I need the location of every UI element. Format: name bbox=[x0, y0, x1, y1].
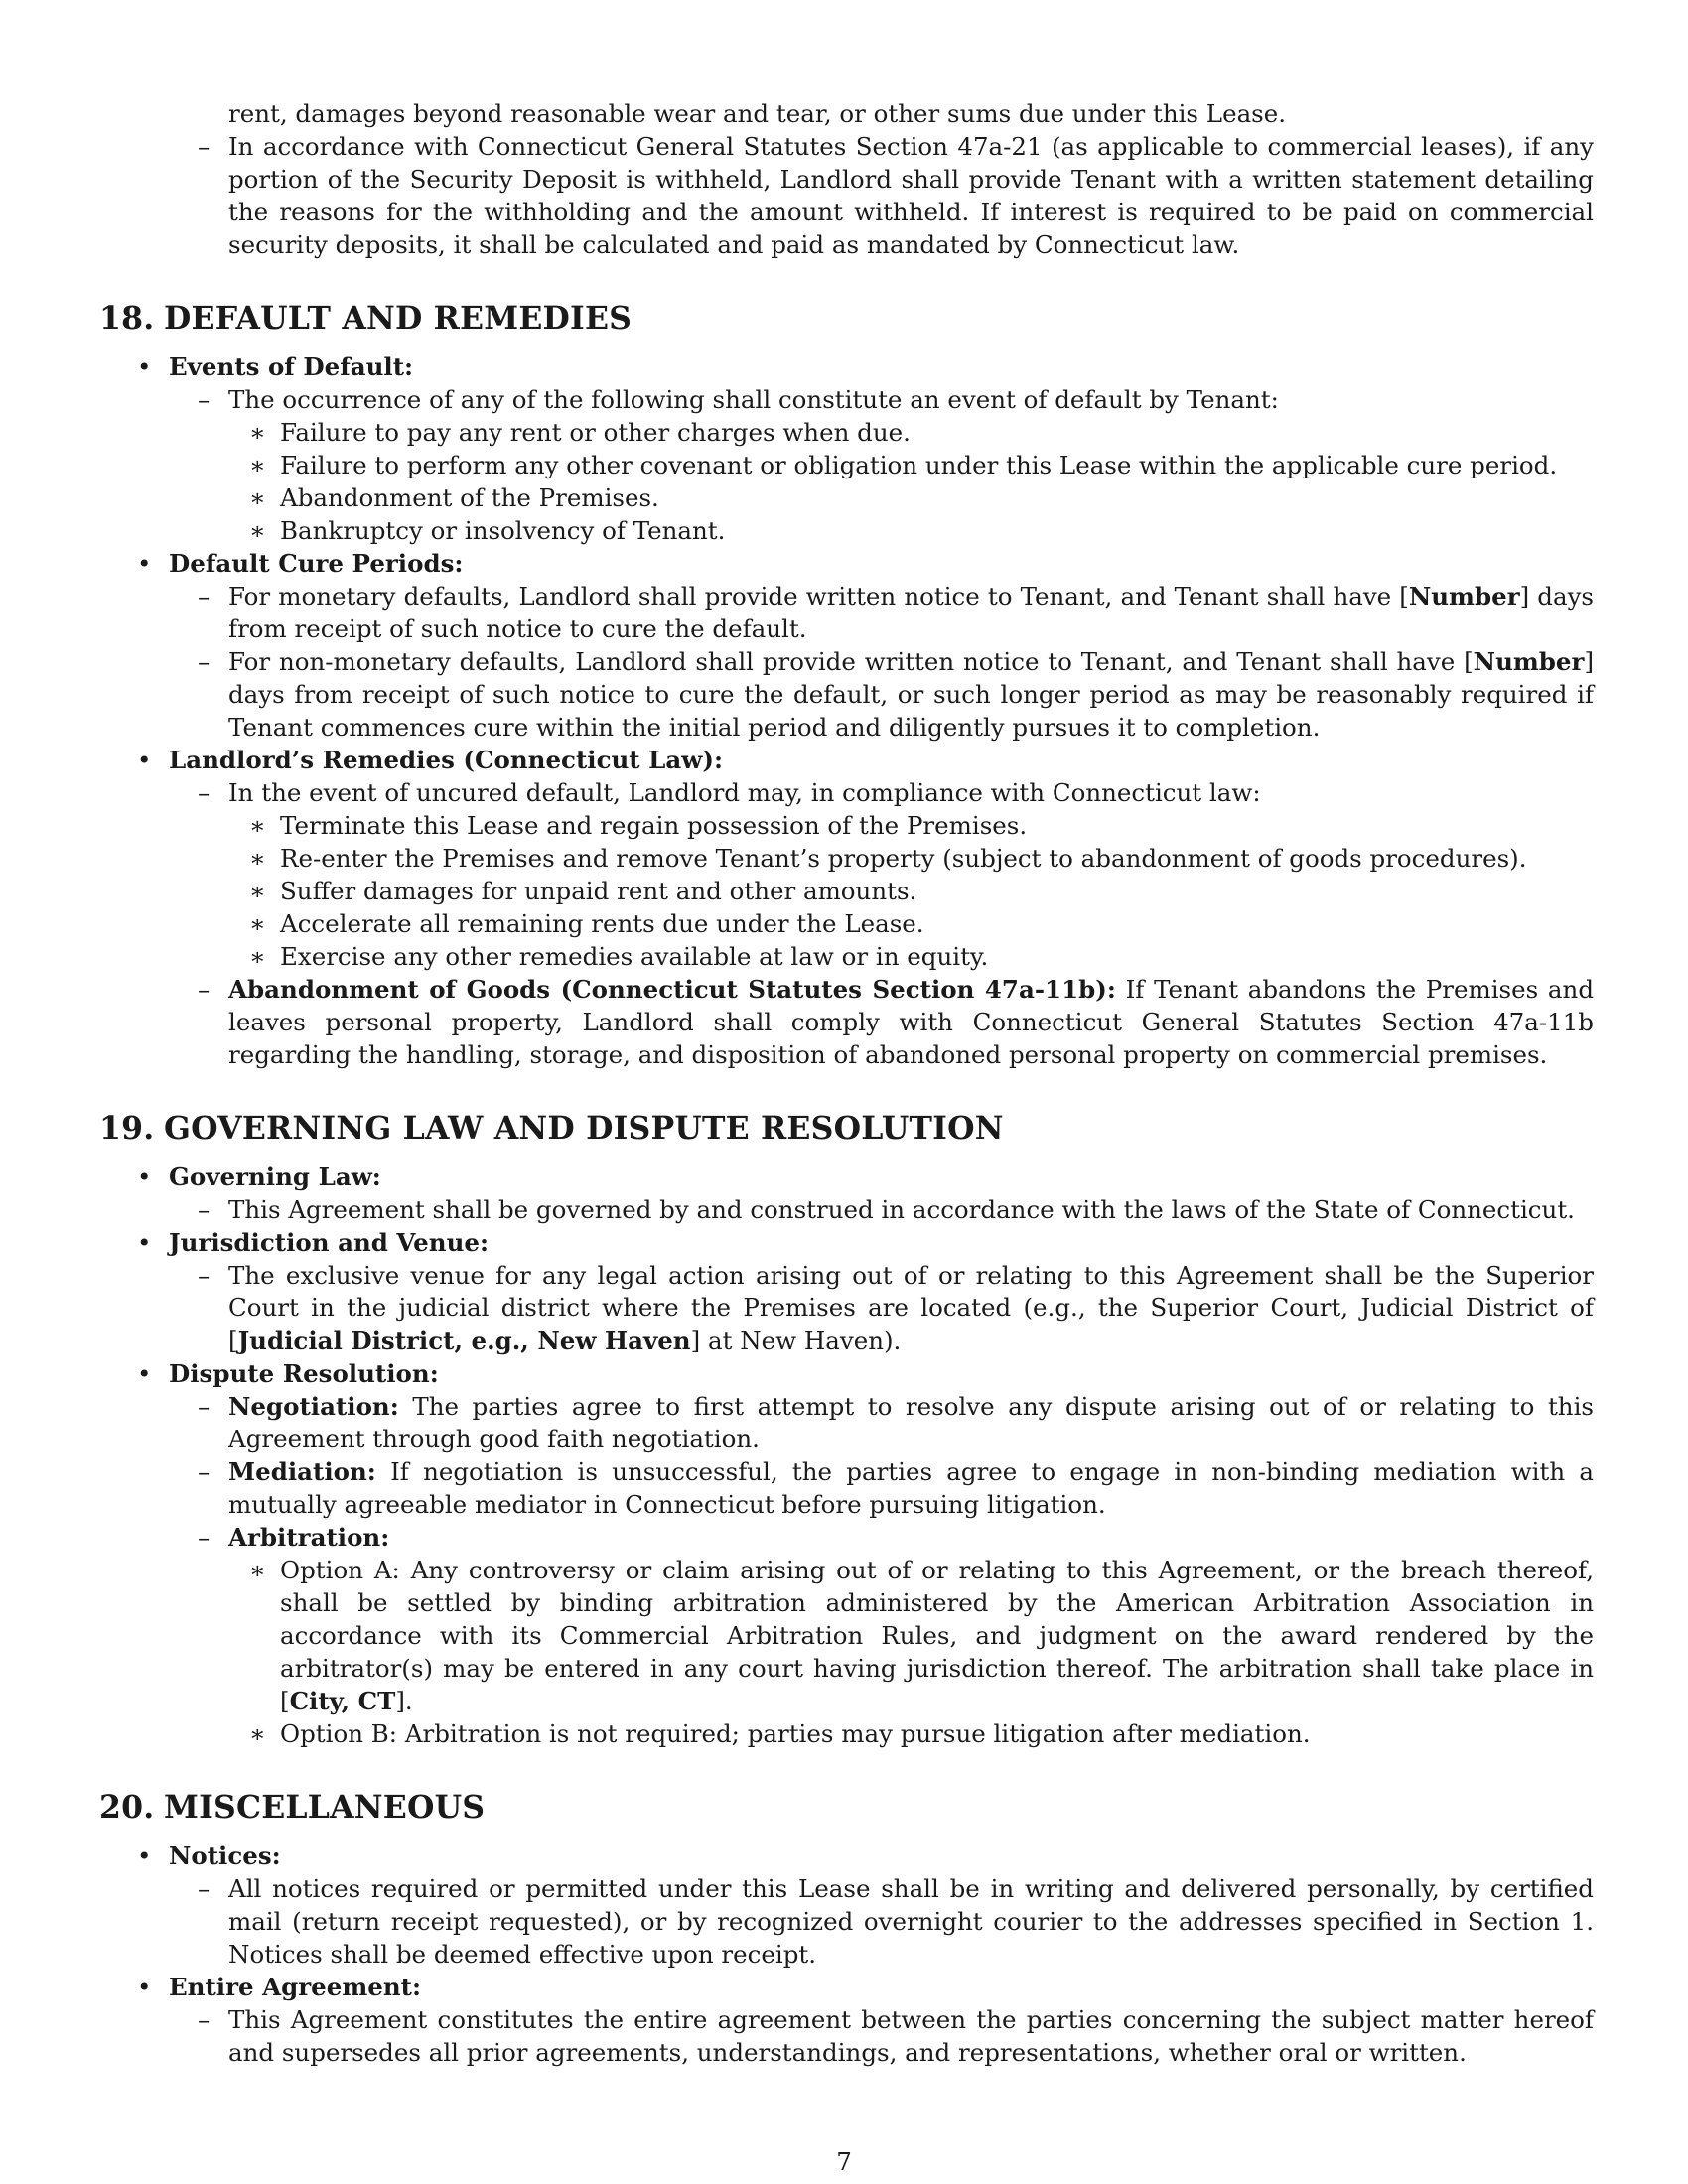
sub-list-item-text: Failure to perform any other covenant or obligation under this Lease within the applicable cure period. bbox=[280, 451, 1558, 479]
placeholder-text: Judicial District, e.g., New Haven bbox=[237, 1326, 691, 1355]
list-item bbox=[99, 645, 1594, 744]
dash-marker: – bbox=[198, 975, 211, 1004]
sub-list-item bbox=[99, 481, 1594, 514]
star-marker: ∗ bbox=[249, 1556, 266, 1584]
list-item-label: Abandonment of Goods (Connecticut Statutes Section 47a-11b): bbox=[228, 975, 1116, 1004]
sub-list-item-text: Terminate this Lease and regain possession of the Premises. bbox=[280, 811, 1028, 840]
list-item-text: If negotiation is unsuccessful, the parties agree to engage in non-binding mediation with a mutually agreeable mediator in Connecticut before pursuing litigation. bbox=[228, 1457, 1594, 1519]
sub-list-item bbox=[99, 907, 1594, 940]
placeholder-text: Number bbox=[1473, 647, 1585, 676]
section-title: MISCELLANEOUS bbox=[164, 1789, 486, 1826]
section-heading-20 bbox=[99, 1788, 1594, 1828]
sub-list-item-text: Option B: Arbitration is not required; parties may pursue litigation after mediation. bbox=[280, 1719, 1311, 1748]
bullet-item bbox=[99, 744, 1594, 776]
bullet-item bbox=[99, 350, 1594, 383]
star-marker: ∗ bbox=[249, 451, 266, 479]
sub-list-item bbox=[99, 1717, 1594, 1750]
section-title: DEFAULT AND REMEDIES bbox=[164, 300, 633, 337]
section-heading-18 bbox=[99, 299, 1594, 339]
sub-list-item-text: Exercise any other remedies available at law or in equity. bbox=[280, 942, 989, 971]
list-item-label: Mediation: bbox=[228, 1457, 376, 1486]
sub-list-item-text: ]. bbox=[395, 1687, 413, 1715]
list-item bbox=[99, 1259, 1594, 1357]
section-number: 18. bbox=[99, 300, 155, 337]
list-item-text: In accordance with Connecticut General Statutes Section 47a-21 (as applicable to commercial leases), if any portion of the Security Deposit is withheld, Landlord shall provide Tenant with a written statement detailing the reasons for the withholding and the amount withheld. If interest is required to be paid on commercial security deposits, it shall be calculated and paid as mandated by Connecticut law. bbox=[228, 132, 1594, 259]
bullet-label: Jurisdiction and Venue: bbox=[169, 1228, 490, 1257]
section-number: 19. bbox=[99, 1110, 155, 1147]
sub-list-item bbox=[99, 842, 1594, 875]
list-item-text: All notices required or permitted under this Lease shall be in writing and delivered personally, by certified mail (return receipt requested), or by recognized overnight courier to the addresses specified in Section 1. Notices shall be deemed effective upon receipt. bbox=[228, 1874, 1594, 1969]
list-item bbox=[99, 1872, 1594, 1971]
star-marker: ∗ bbox=[249, 811, 266, 840]
bullet-label: Events of Default: bbox=[169, 352, 414, 381]
list-item bbox=[99, 383, 1594, 416]
sub-list-item bbox=[99, 514, 1594, 547]
star-marker: ∗ bbox=[249, 942, 266, 971]
star-marker: ∗ bbox=[249, 418, 266, 447]
bullet-label: Notices: bbox=[169, 1842, 281, 1870]
dash-marker: – bbox=[198, 1195, 211, 1224]
list-item bbox=[99, 776, 1594, 809]
list-item-label: Arbitration: bbox=[228, 1523, 390, 1552]
placeholder-text: City, CT bbox=[289, 1687, 396, 1715]
sub-list-item bbox=[99, 875, 1594, 907]
sub-list-item-text: Suffer damages for unpaid rent and other amounts. bbox=[280, 877, 917, 905]
bullet-item bbox=[99, 1840, 1594, 1872]
bullet-label: Entire Agreement: bbox=[169, 1973, 422, 2001]
bullet-item bbox=[99, 1160, 1594, 1193]
section-number: 20. bbox=[99, 1789, 155, 1826]
dash-marker: – bbox=[198, 1457, 211, 1486]
bullet-label: Default Cure Periods: bbox=[169, 549, 464, 578]
list-item-text: This Agreement shall be governed by and construed in accordance with the laws of the State of Connecticut. bbox=[228, 1195, 1575, 1224]
dash-marker: – bbox=[198, 778, 211, 807]
star-marker: ∗ bbox=[249, 483, 266, 512]
list-item-text: ] at New Haven). bbox=[690, 1326, 902, 1355]
list-item bbox=[99, 580, 1594, 645]
dash-marker: – bbox=[198, 1523, 211, 1552]
placeholder-text: Number bbox=[1408, 582, 1520, 611]
dash-marker: – bbox=[198, 1874, 211, 1903]
list-item bbox=[99, 1455, 1594, 1521]
sub-list-item-text: Option A: Any controversy or claim arising out of or relating to this Agreement, or the breach thereof, shall be settled by binding arbitration administered by the American Arbitration Association in accordance with its Commercial Arbitration Rules, and judgment on the award rendered by the arbitrator(s) may be entered in any court having jurisdiction thereof. The arbitration shall take place in [ bbox=[280, 1556, 1594, 1715]
sub-list-item-text: Bankruptcy or insolvency of Tenant. bbox=[280, 516, 726, 545]
bullet-marker: • bbox=[137, 746, 152, 774]
bullet-item bbox=[99, 547, 1594, 580]
sub-list-item-text: Failure to pay any rent or other charges when due. bbox=[280, 418, 911, 447]
list-item-label: Negotiation: bbox=[228, 1392, 399, 1421]
bullet-marker: • bbox=[137, 1228, 152, 1257]
sub-list-item-text: Re-enter the Premises and remove Tenant’s property (subject to abandonment of goods procedures). bbox=[280, 844, 1527, 873]
bullet-marker: • bbox=[137, 352, 152, 381]
dash-marker: – bbox=[198, 2005, 211, 2034]
bullet-label: Landlord’s Remedies (Connecticut Law): bbox=[169, 746, 723, 774]
list-item bbox=[99, 1390, 1594, 1455]
list-item-text: This Agreement constitutes the entire agreement between the parties concerning the subject matter hereof and supersedes all prior agreements, understandings, and representations, whether oral or written. bbox=[228, 2005, 1594, 2067]
bullet-marker: • bbox=[137, 1842, 152, 1870]
star-marker: ∗ bbox=[249, 844, 266, 873]
list-item-text: ] days from receipt of such notice to cure the default, or such longer period as may be reasonably required if Tenant commences cure within the initial period and diligently pursues it to completion. bbox=[228, 647, 1594, 742]
section-title: GOVERNING LAW AND DISPUTE RESOLUTION bbox=[164, 1110, 1004, 1147]
list-item-text: ] days from receipt of such notice to cure the default. bbox=[228, 582, 1594, 643]
dash-marker: – bbox=[198, 647, 211, 676]
sub-list-item bbox=[99, 940, 1594, 973]
bullet-item bbox=[99, 1226, 1594, 1259]
list-item-text: The occurrence of any of the following shall constitute an event of default by Tenant: bbox=[228, 385, 1279, 414]
dash-marker: – bbox=[198, 1261, 211, 1290]
dash-marker: – bbox=[198, 1392, 211, 1421]
list-item bbox=[99, 973, 1594, 1071]
star-marker: ∗ bbox=[249, 909, 266, 938]
bullet-item bbox=[99, 1357, 1594, 1390]
page-number: 7 bbox=[836, 2147, 852, 2176]
sub-list-item bbox=[99, 416, 1594, 449]
section-heading-19 bbox=[99, 1109, 1594, 1149]
star-marker: ∗ bbox=[249, 516, 266, 545]
bullet-label: Governing Law: bbox=[169, 1162, 381, 1191]
continuation-text: rent, damages beyond reasonable wear and tear, or other sums due under this Lease. bbox=[228, 99, 1287, 128]
sub-list-item-text: Abandonment of the Premises. bbox=[280, 483, 659, 512]
page-content bbox=[99, 97, 1594, 2069]
list-item-text: In the event of uncured default, Landlord may, in compliance with Connecticut law: bbox=[228, 778, 1261, 807]
list-item-text: For non-monetary defaults, Landlord shall provide written notice to Tenant, and Tenant shall have [ bbox=[228, 647, 1474, 676]
list-item-text: If Tenant abandons the Premises and leaves personal property, Landlord shall comply with Connecticut General Statutes Section 47a-11b regarding the handling, storage, and disposition of abandoned personal property on commercial premises. bbox=[228, 975, 1594, 1069]
bullet-marker: • bbox=[137, 1973, 152, 2001]
star-marker: ∗ bbox=[249, 877, 266, 905]
bullet-marker: • bbox=[137, 1162, 152, 1191]
list-item-text: For monetary defaults, Landlord shall provide written notice to Tenant, and Tenant shall have [ bbox=[228, 582, 1409, 611]
sub-list-item bbox=[99, 1554, 1594, 1717]
bullet-label: Dispute Resolution: bbox=[169, 1359, 439, 1388]
list-item bbox=[99, 1521, 1594, 1554]
dash-marker: – bbox=[198, 385, 211, 414]
list-item bbox=[99, 2003, 1594, 2069]
bullet-marker: • bbox=[137, 549, 152, 578]
bullet-marker: • bbox=[137, 1359, 152, 1388]
dash-marker: – bbox=[198, 582, 211, 611]
list-item-text: The exclusive venue for any legal action arising out of or relating to this Agreement shall be the Superior Court in the judicial district where the Premises are located (e.g., the Superior Court, Judicial District of [ bbox=[228, 1261, 1594, 1355]
list-item bbox=[99, 130, 1594, 261]
bullet-item bbox=[99, 1971, 1594, 2003]
star-marker: ∗ bbox=[249, 1719, 266, 1748]
list-item bbox=[99, 1193, 1594, 1226]
sub-list-item bbox=[99, 449, 1594, 481]
sub-list-item bbox=[99, 809, 1594, 842]
dash-marker: – bbox=[198, 132, 211, 161]
sub-list-item-text: Accelerate all remaining rents due under the Lease. bbox=[280, 909, 924, 938]
list-item-text: The parties agree to first attempt to resolve any dispute arising out of or relating to this Agreement through good faith negotiation. bbox=[228, 1392, 1594, 1453]
